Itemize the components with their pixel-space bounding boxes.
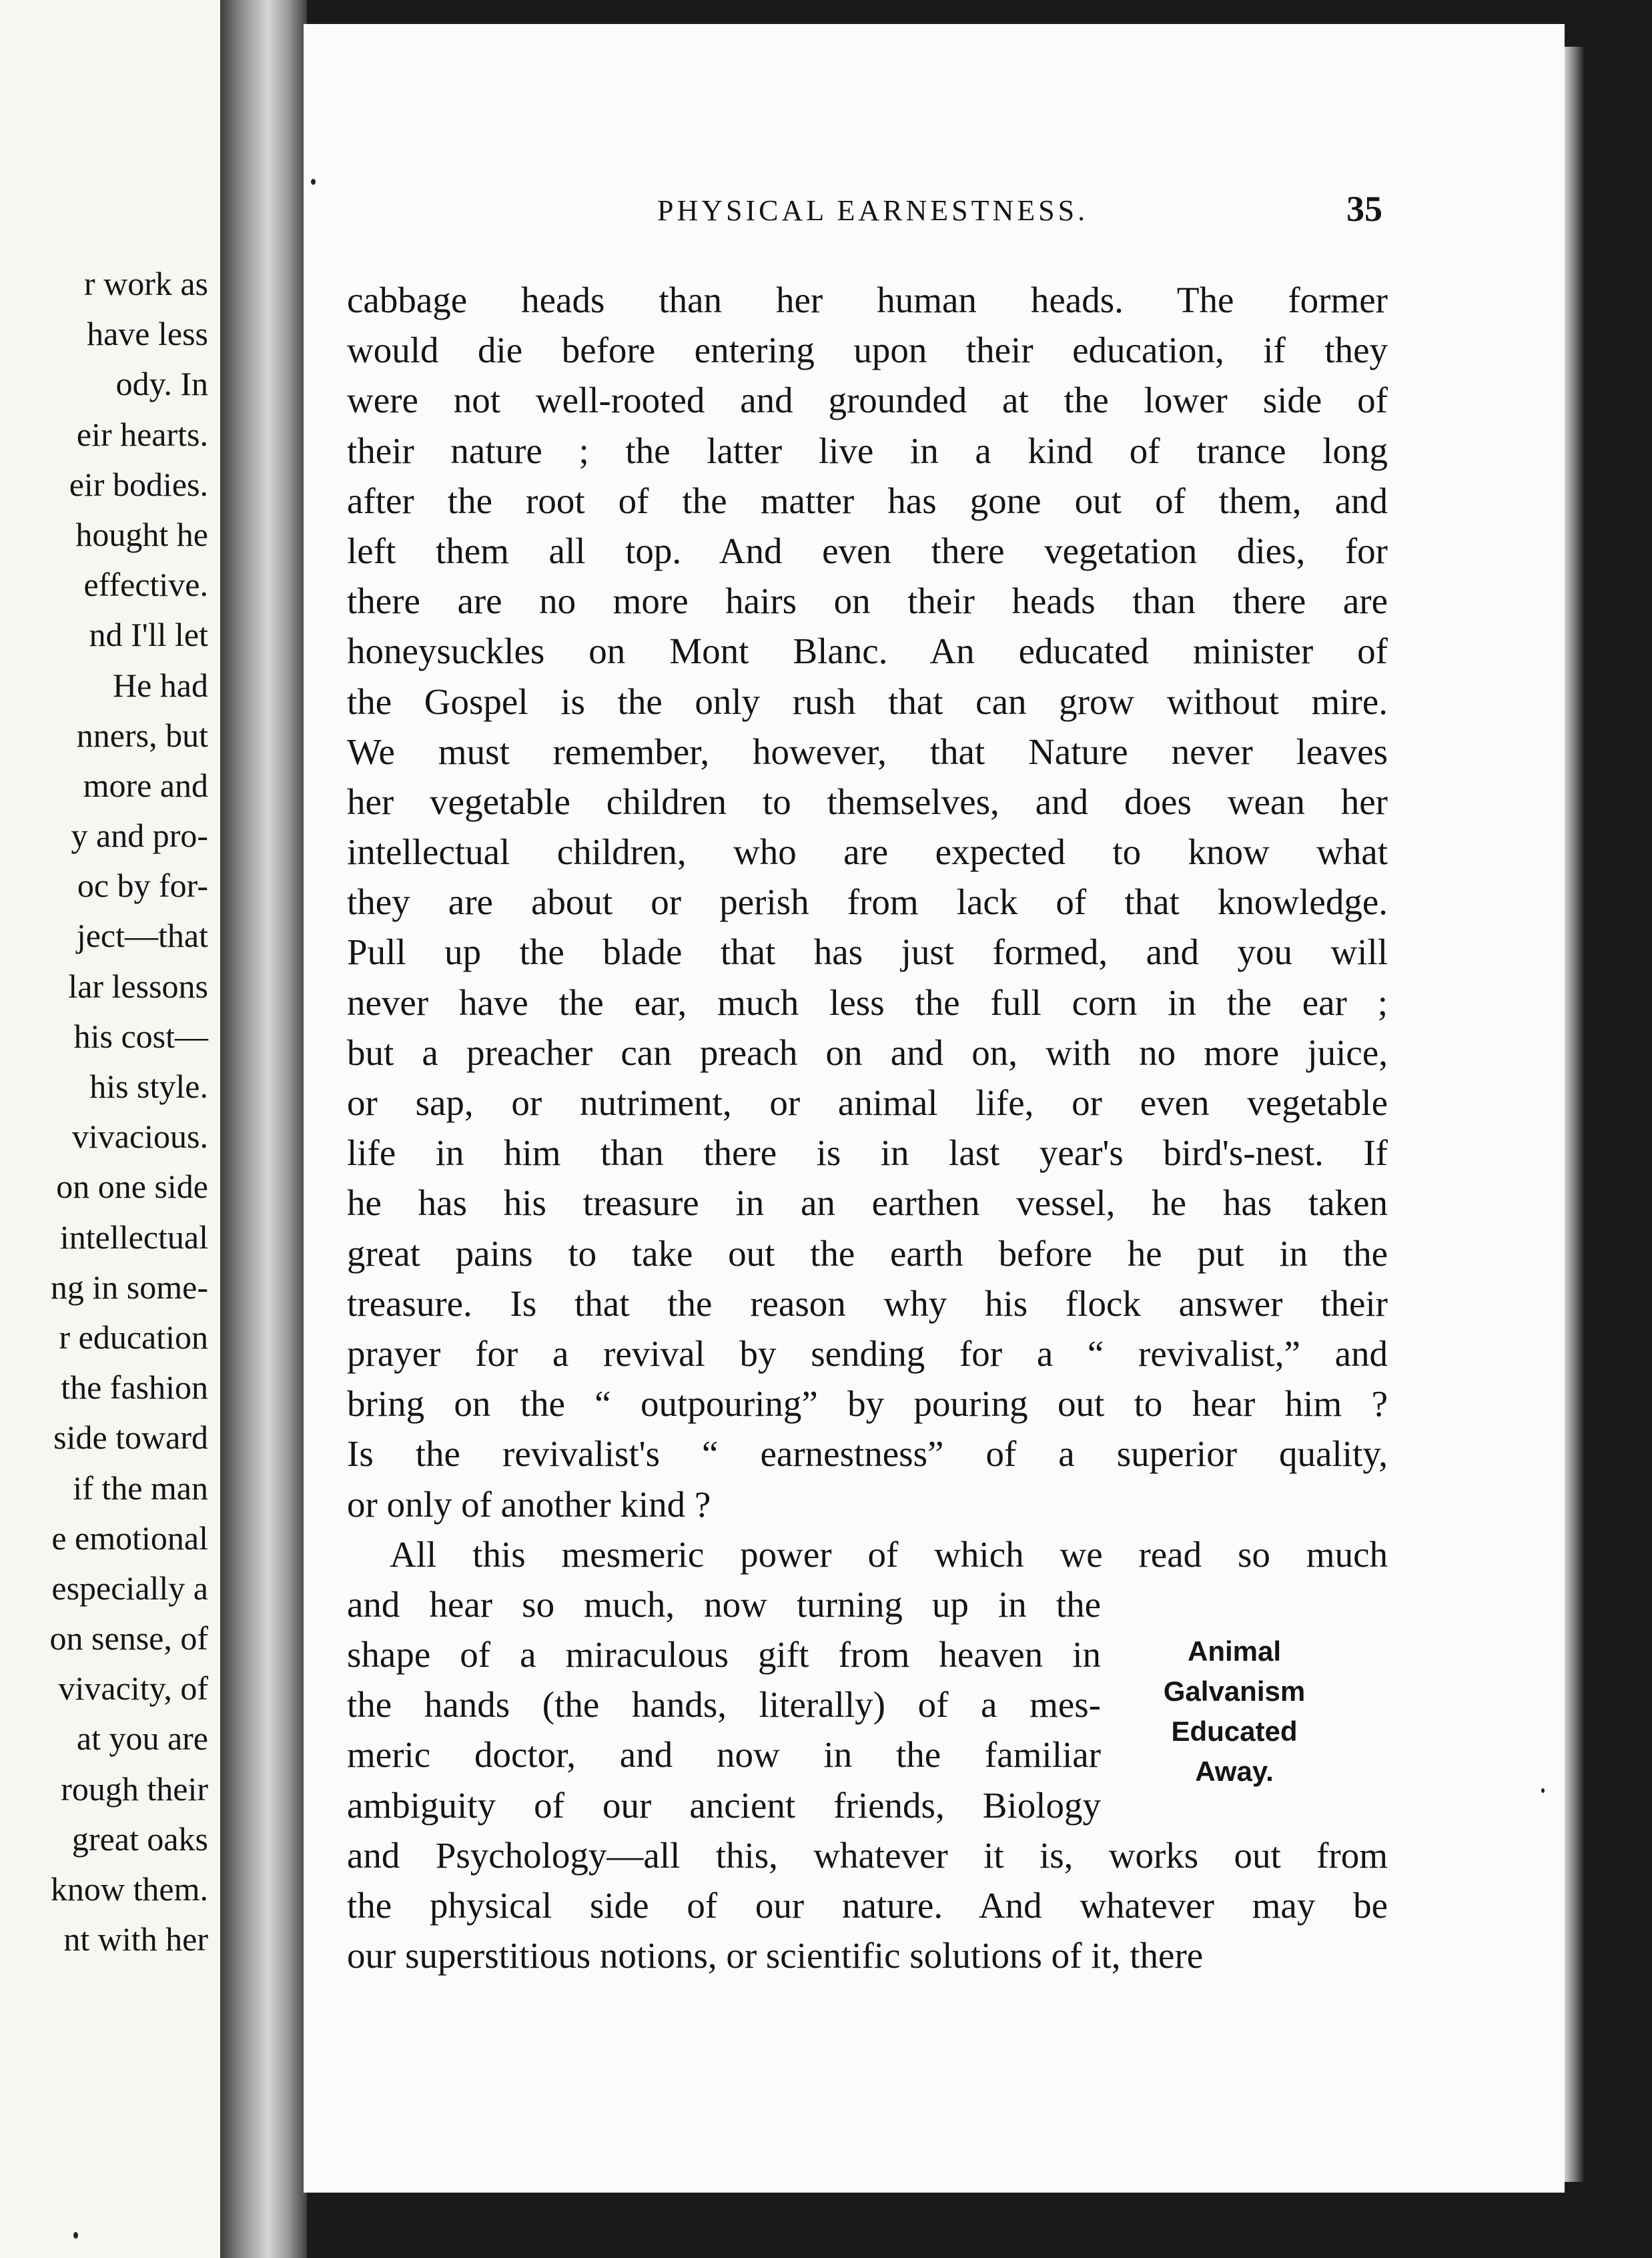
text-line: great pains to take out the earth before he put in the <box>347 1232 1388 1274</box>
facing-page-line: especially a <box>51 1569 208 1607</box>
facing-page-line: more and <box>83 766 208 804</box>
text-line: after the root of the matter has gone out of them, and <box>347 480 1388 521</box>
text-line: We must remember, however, that Nature never leaves <box>347 731 1388 772</box>
text-line: her vegetable children to themselves, and does wean her <box>347 781 1388 822</box>
text-line: shape of a miraculous gift from heaven in <box>347 1634 1101 1675</box>
marginal-note-line: Galvanism <box>1163 1675 1306 1707</box>
text-line: All this mesmeric power of which we read so much <box>390 1533 1388 1575</box>
facing-page-line: r education <box>59 1318 208 1356</box>
text-line: were not well-rooted and grounded at the lower side of <box>347 380 1388 421</box>
facing-page-line: He had <box>113 666 208 704</box>
facing-page-line: vivacious. <box>71 1118 208 1156</box>
book-gutter <box>220 0 307 2258</box>
facing-page-line: side toward <box>53 1419 208 1457</box>
facing-page-line: nners, but <box>76 716 208 754</box>
facing-page-line: vivacity, of <box>58 1669 208 1708</box>
facing-page-line: on one side <box>56 1168 208 1206</box>
text-line: cabbage heads than her human heads. The former <box>347 280 1388 320</box>
facing-page-text <box>0 259 208 1964</box>
text-line: Is the revivalist's “ earnestness” of a superior quality, <box>347 1433 1388 1475</box>
facing-page-line: ody. In <box>115 365 208 403</box>
ink-speck <box>311 179 316 185</box>
page-edge <box>1565 47 1585 2182</box>
marginal-note <box>1144 1631 1324 1792</box>
text-line: meric doctor, and now in the familiar <box>347 1734 1101 1776</box>
text-line: prayer for a revival by sending for a “ revivalist,” and <box>347 1333 1388 1374</box>
text-line: the Gospel is the only rush that can grow without mire. <box>347 681 1388 722</box>
text-line: or only of another kind ? <box>347 1483 711 1525</box>
facing-page-line: at you are <box>76 1720 208 1758</box>
facing-page-line: rough their <box>61 1770 208 1808</box>
text-line: never have the ear, much less the full corn in the ear ; <box>347 982 1388 1023</box>
text-line: left them all top. And even there vegetation dies, for <box>347 530 1388 571</box>
running-head: PHYSICAL EARNESTNESS. <box>657 194 1089 227</box>
text-line: they are about or perish from lack of that knowledge. <box>347 881 1388 923</box>
text-line: the hands (the hands, literally) of a mes- <box>347 1684 1101 1726</box>
page-number: 35 <box>1346 189 1382 229</box>
facing-page <box>0 0 220 2258</box>
facing-page-line: lar lessons <box>68 967 208 1005</box>
facing-page-line: his cost— <box>73 1017 208 1055</box>
facing-page-line: y and pro- <box>71 817 208 855</box>
marginal-note-line: Away. <box>1195 1756 1274 1787</box>
text-line: honeysuckles on Mont Blanc. An educated minister of <box>347 631 1388 672</box>
text-line: or sap, or nutriment, or animal life, or even vegetable <box>347 1082 1388 1123</box>
text-line: bring on the “ outpouring” by pouring out to hear him ? <box>347 1383 1388 1425</box>
facing-page-line: intellectual <box>59 1218 208 1256</box>
facing-page-line: oc by for- <box>77 867 208 905</box>
facing-page-line: know them. <box>50 1870 208 1908</box>
facing-page-line: hought he <box>75 515 208 553</box>
ink-speck <box>73 2232 78 2239</box>
facing-page-line: nd I'll let <box>89 616 208 654</box>
facing-page-line: have less <box>87 315 208 353</box>
facing-page-line: ject—that <box>76 917 208 955</box>
text-line: their nature ; the latter live in a kind of trance long <box>347 430 1388 471</box>
facing-page-line: eir bodies. <box>69 465 208 503</box>
marginal-note-line: Educated <box>1171 1716 1298 1747</box>
text-line: would die before entering upon their education, if they <box>347 330 1388 371</box>
facing-page-line: eir hearts. <box>76 415 208 453</box>
text-line: but a preacher can preach on and on, with no more juice, <box>347 1032 1388 1073</box>
text-line: our superstitious notions, or scientific solutions of it, there <box>347 1935 1204 1976</box>
text-line: the physical side of our nature. And whatever may be <box>347 1885 1388 1926</box>
marginal-note-line: Animal <box>1187 1635 1282 1667</box>
facing-page-line: effective. <box>83 566 208 604</box>
facing-page-line: his style. <box>89 1068 208 1105</box>
text-line: Pull up the blade that has just formed, and you will <box>347 931 1388 973</box>
facing-page-line: if the man <box>73 1469 208 1507</box>
facing-page-line: ng in some- <box>50 1268 208 1306</box>
text-line: there are no more hairs on their heads than there are <box>347 581 1388 622</box>
text-line: treasure. Is that the reason why his flock answer their <box>347 1282 1388 1324</box>
text-line: ambiguity of our ancient friends, Biology <box>347 1784 1101 1826</box>
facing-page-line: on sense, of <box>49 1619 208 1657</box>
text-line: and Psychology—all this, whatever it is, works out from <box>347 1834 1388 1876</box>
text-line: and hear so much, now turning up in the <box>347 1583 1101 1625</box>
facing-page-line: nt with her <box>63 1920 208 1958</box>
text-line: he has his treasure in an earthen vessel, he has taken <box>347 1182 1388 1224</box>
facing-page-line: great oaks <box>71 1820 208 1858</box>
ink-speck <box>1541 1788 1545 1793</box>
facing-page-line: r work as <box>83 265 208 302</box>
text-line: intellectual children, who are expected to know what <box>347 831 1388 873</box>
facing-page-line: e emotional <box>51 1519 208 1557</box>
text-line: life in him than there is in last year's bird's-nest. If <box>347 1132 1388 1174</box>
facing-page-line: the fashion <box>61 1369 208 1407</box>
